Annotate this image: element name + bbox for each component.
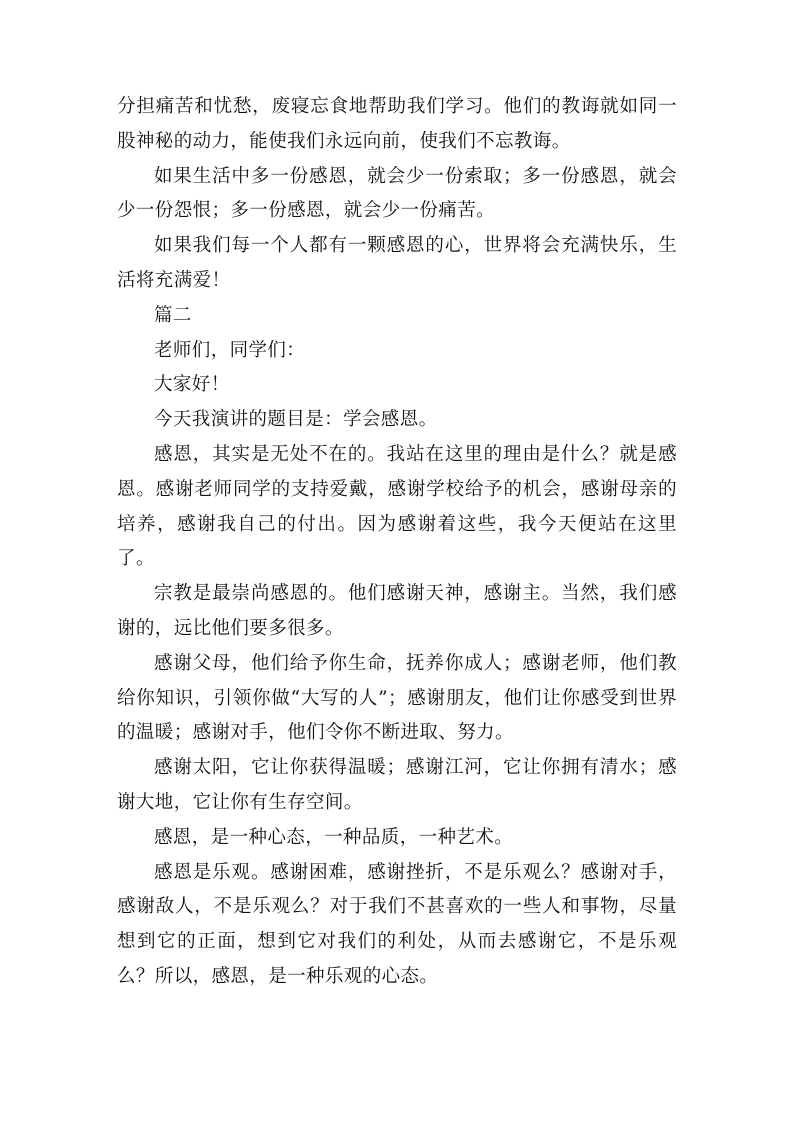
paragraph-gratitude-attitude: 感恩，是一种心态，一种品质，一种艺术。	[154, 826, 514, 848]
paragraph-continuation: 分担痛苦和忧愁，废寝忘食地帮助我们学习。他们的教诲就如同一股神秘的动力，能使我们永远向前，使我们不忘教诲。	[117, 96, 677, 152]
salutation: 老师们，同学们：	[154, 339, 306, 361]
paragraph-gratitude-everywhere: 感恩，其实是无处不在的。我站在这里的理由是什么？就是感恩。感谢老师同学的支持爱戴，感谢学校给予的机会，感谢母亲的培养，感谢我自己的付出。因为感谢着这些，我今天便站在这里了。	[117, 443, 677, 570]
greeting: 大家好！	[154, 374, 230, 396]
paragraph-world-full-of-love: 如果我们每一个人都有一颗感恩的心，世界将会充满快乐，生活将充满爱！	[117, 235, 677, 291]
paragraph-gratitude-optimism: 感恩是乐观。感谢困难，感谢挫折，不是乐观么？感谢对手，感谢敌人，不是乐观么？对于我们不甚喜欢的一些人和事物，尽量想到它的正面，想到它对我们的利处，从而去感谢它，不是乐观么？所以，感恩，是一种乐观的心态。	[117, 861, 677, 987]
section-heading: 篇二	[154, 304, 192, 326]
paragraph-gratitude-less: 如果生活中多一份感恩，就会少一份索取；多一份感恩，就会少一份怨恨；多一份感恩，就会少一份痛苦。	[117, 165, 677, 222]
speech-topic: 今天我演讲的题目是：学会感恩。	[154, 409, 438, 431]
document-body	[117, 90, 677, 995]
paragraph-thank-people: 感谢父母，他们给予你生命，抚养你成人；感谢老师，他们教给你知识，引领你做“大写的人”；感谢朋友，他们让你感受到世界的温暖；感谢对手，他们令你不断进取、努力。	[117, 652, 677, 744]
paragraph-religion: 宗教是最崇尚感恩的。他们感谢天神，感谢主。当然，我们感谢的，远比他们要多很多。	[117, 583, 677, 639]
paragraph-thank-nature: 感谢太阳，它让你获得温暖；感谢江河，它让你拥有清水；感谢大地，它让你有生存空间。	[117, 757, 677, 813]
